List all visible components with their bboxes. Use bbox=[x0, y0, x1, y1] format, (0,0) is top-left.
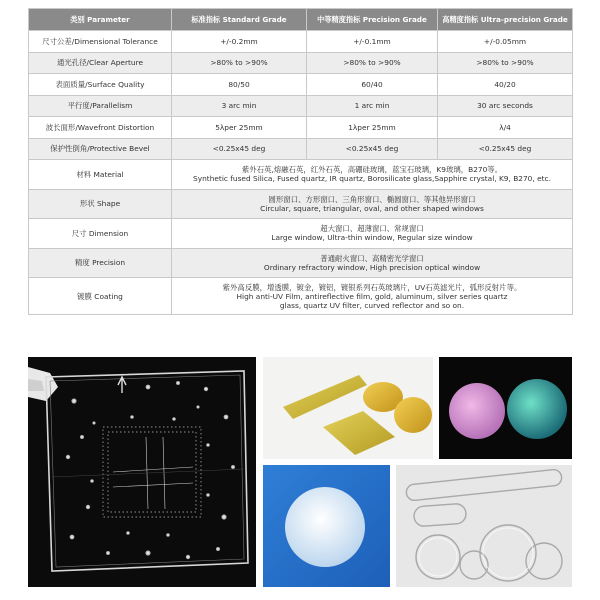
table-row bbox=[29, 74, 573, 96]
coated-discs-illustration bbox=[439, 357, 572, 459]
spec-table bbox=[28, 8, 573, 315]
precision-value: >80% to >90% bbox=[307, 52, 438, 74]
glass-plate-illustration bbox=[28, 357, 256, 587]
clear-windows-photo bbox=[396, 465, 572, 587]
value-line-en: Circular, square, triangular, oval, and other shaped windows bbox=[260, 203, 484, 213]
row-label: 尺寸公差/Dimensional Tolerance bbox=[29, 31, 172, 53]
table-row-coating bbox=[29, 278, 573, 315]
material-value bbox=[172, 160, 573, 190]
gold-coated-pieces-photo bbox=[263, 357, 433, 459]
value-line-en: Ordinary refractory window, High precision optical window bbox=[263, 262, 481, 272]
standard-value: 80/50 bbox=[172, 74, 307, 96]
shape-value bbox=[172, 189, 573, 219]
table-row bbox=[29, 117, 573, 139]
header-standard-grade: 标准指标 Standard Grade bbox=[172, 9, 307, 31]
table-row-dimension bbox=[29, 219, 573, 249]
precision-value: 1 arc min bbox=[307, 95, 438, 117]
row-label: 尺寸 Dimension bbox=[29, 219, 172, 249]
table-row-shape bbox=[29, 189, 573, 219]
value-line-cn: 超大窗口、超薄窗口、常规窗口 bbox=[320, 224, 424, 234]
table-row bbox=[29, 95, 573, 117]
row-label: 材料 Material bbox=[29, 160, 172, 190]
row-label: 形状 Shape bbox=[29, 189, 172, 219]
table-row bbox=[29, 138, 573, 160]
value-line-en-2: glass, quartz UV filter, curved reflector and so on. bbox=[279, 300, 465, 310]
row-label: 镀膜 Coating bbox=[29, 278, 172, 315]
value-line-cn: 普通耐火窗口、高精密光学窗口 bbox=[320, 253, 424, 263]
standard-value: >80% to >90% bbox=[172, 52, 307, 74]
value-line-en: High anti-UV Film, antireflective film, gold, aluminum, silver series quartz bbox=[236, 291, 508, 301]
standard-value: 5λper 25mm bbox=[172, 117, 307, 139]
header-parameter: 类别 Parameter bbox=[29, 9, 172, 31]
precision-value: +/-0.1mm bbox=[307, 31, 438, 53]
ultra-value: λ/4 bbox=[438, 117, 573, 139]
ultra-value: 30 arc seconds bbox=[438, 95, 573, 117]
ultra-value: +/-0.05mm bbox=[438, 31, 573, 53]
dimension-value bbox=[172, 219, 573, 249]
glass-plate-photo bbox=[28, 357, 256, 587]
row-label: 平行度/Parallelism bbox=[29, 95, 172, 117]
table-row bbox=[29, 31, 573, 53]
value-line-cn: 紫外高反膜，增透膜，镀金，镀铝，镀银系列石英玻璃片，UV石英滤光片，弧形反射片等。 bbox=[222, 282, 522, 292]
precision-value: <0.25x45 deg bbox=[307, 138, 438, 160]
ultra-value: <0.25x45 deg bbox=[438, 138, 573, 160]
frosted-disc-photo bbox=[263, 465, 390, 587]
ultra-value: >80% to >90% bbox=[438, 52, 573, 74]
table-header-row bbox=[29, 9, 573, 31]
coating-value bbox=[172, 278, 573, 315]
value-line-en: Synthetic fused Silica, Fused quartz, IR quartz, Borosilicate glass,Sapphire crystal, K9, B270, etc. bbox=[193, 174, 551, 184]
ultra-value: 40/20 bbox=[438, 74, 573, 96]
value-line-en: Large window, Ultra-thin window, Regular size window bbox=[271, 233, 473, 243]
row-label: 表面质量/Surface Quality bbox=[29, 74, 172, 96]
header-ultra-precision-grade: 高精度指标 Ultra-precision Grade bbox=[438, 9, 573, 31]
row-label: 精度 Precision bbox=[29, 248, 172, 278]
standard-value: <0.25x45 deg bbox=[172, 138, 307, 160]
gold-pieces-illustration bbox=[263, 357, 433, 459]
standard-value: +/-0.2mm bbox=[172, 31, 307, 53]
standard-value: 3 arc min bbox=[172, 95, 307, 117]
precision-value: 60/40 bbox=[307, 74, 438, 96]
row-label: 波长面形/Wavefront Distortion bbox=[29, 117, 172, 139]
row-label: 保护性倒角/Protective Bevel bbox=[29, 138, 172, 160]
value-line-cn: 紫外石英,熔融石英，红外石英，高硼硅玻璃，蓝宝石玻璃，K9玻璃，B270等。 bbox=[241, 165, 503, 175]
coated-discs-photo bbox=[439, 357, 572, 459]
header-precision-grade: 中等精度指标 Precision Grade bbox=[307, 9, 438, 31]
table-row bbox=[29, 52, 573, 74]
row-label: 通光孔径/Clear Aperture bbox=[29, 52, 172, 74]
frosted-disc-illustration bbox=[263, 465, 390, 587]
value-line-cn: 圆形窗口、方形窗口、三角形窗口、椭圆窗口、等其他异形窗口 bbox=[268, 194, 476, 204]
table-row-precision bbox=[29, 248, 573, 278]
table-row-material bbox=[29, 160, 573, 190]
precision-value bbox=[172, 248, 573, 278]
clear-windows-illustration bbox=[396, 465, 572, 587]
precision-value: 1λper 25mm bbox=[307, 117, 438, 139]
